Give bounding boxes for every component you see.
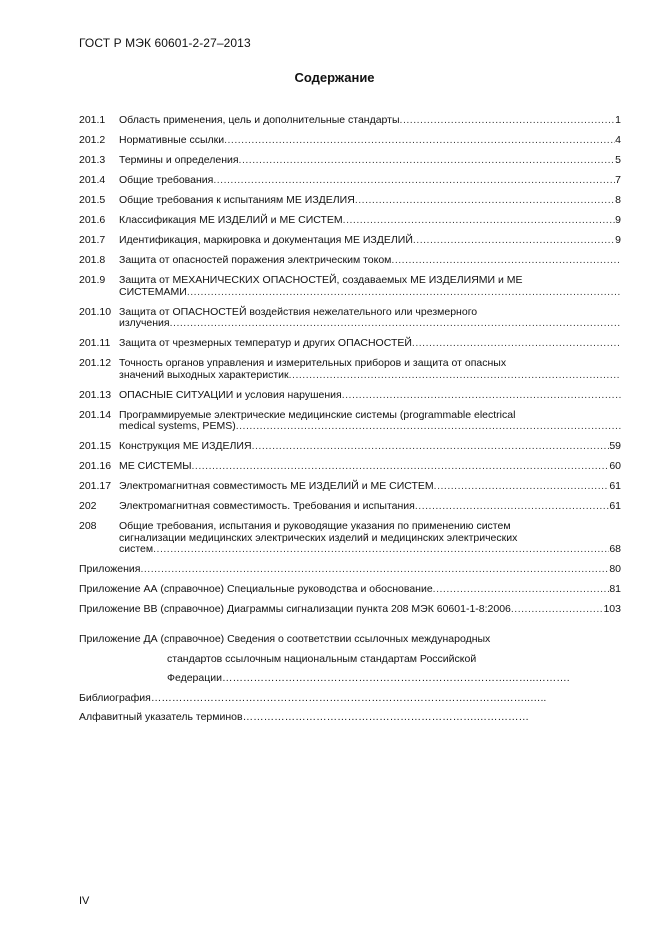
appendix-entry[interactable] [79, 584, 621, 596]
toc-entry-number: 208 [79, 520, 97, 532]
toc-entry-page: 1 [615, 114, 621, 126]
toc-entry[interactable] [79, 215, 621, 227]
toc-entry-number: 201.14 [79, 408, 112, 421]
appendix-da-line-3: Федерации……………………………………………………………………….……..………. [167, 672, 570, 684]
dot-leader [239, 155, 616, 167]
toc-entry-number: 201.9 [79, 274, 106, 286]
toc-entry-title: Электромагнитная совместимость. Требования и испытания [119, 500, 415, 512]
dot-leader [343, 215, 616, 227]
appendix-entry[interactable] [79, 604, 621, 616]
toc-entry-title: Нормативные ссылки [119, 134, 225, 146]
toc-entry[interactable] [79, 195, 621, 207]
dot-leader [289, 370, 621, 382]
page-number: IV [79, 895, 90, 907]
toc-entry[interactable] [79, 307, 621, 330]
toc-entry[interactable] [79, 390, 621, 402]
toc-entry-title: Идентификация, маркировка и документация МЕ ИЗДЕЛИЙ [119, 234, 413, 246]
toc-entry-page: 9 [615, 214, 621, 226]
toc-entry-page: 7 [615, 174, 621, 186]
toc-entry-title: Конструкция МЕ ИЗДЕЛИЯ [119, 440, 252, 452]
appendix-da-line-2: стандартов ссылочным национальным стандартам Российской [167, 652, 477, 665]
toc-entry-title: систем [119, 543, 154, 555]
toc-entry-page: 61 [609, 480, 621, 492]
dot-leader [400, 115, 616, 127]
toc-entry[interactable] [79, 481, 621, 493]
toc-entry-number: 201.10 [79, 305, 112, 318]
toc-entry-number: 201.16 [79, 460, 112, 472]
toc-entry[interactable] [79, 441, 621, 453]
dot-leader [236, 421, 621, 433]
toc-entry[interactable] [79, 255, 621, 267]
toc-entry-title: Общие требования к испытаниям МЕ ИЗДЕЛИЯ [119, 194, 355, 206]
dot-leader [415, 501, 609, 513]
toc-entry-number: 202 [79, 500, 97, 512]
appendix-title: Приложение АА (справочное) Специальные руководства и обоснование [79, 583, 433, 595]
toc-entry[interactable] [79, 461, 621, 473]
dot-leader [433, 584, 610, 596]
toc-entry-number: 201.17 [79, 480, 112, 492]
page-title: Содержание [294, 70, 375, 85]
dot-leader [412, 338, 621, 350]
toc-entry-title: medical systems, PEMS) [119, 420, 236, 432]
toc-entry-number: 201.4 [79, 174, 106, 186]
toc-entry-title: Электромагнитная совместимость МЕ ИЗДЕЛИЙ и МЕ СИСТЕМ [119, 480, 434, 492]
dot-leader [187, 287, 621, 299]
toc-entry-title-line: сигнализации медицинских электрических изделий и медицинских электрических [119, 531, 518, 544]
toc-entry-title: СИСТЕМАМИ [119, 285, 187, 298]
toc-entry-number: 201.5 [79, 194, 106, 206]
toc-entry-page: 68 [609, 543, 621, 555]
toc-entry[interactable] [79, 115, 621, 127]
dot-leader [213, 175, 615, 187]
toc-entry[interactable] [79, 521, 621, 556]
toc-entry-title: Общие требования [119, 174, 214, 186]
toc-entry-number: 201.11 [79, 337, 111, 349]
toc-entry-number: 201.7 [79, 234, 106, 246]
toc-entry-number: 201.2 [79, 134, 106, 146]
appendix-page: 81 [609, 583, 621, 595]
toc-entry[interactable] [79, 135, 621, 147]
appendix-page: 103 [603, 603, 621, 615]
toc-entry[interactable] [79, 410, 621, 433]
toc-entry-number: 201.15 [79, 440, 112, 452]
toc-entry-page: 4 [615, 134, 621, 146]
toc-entry[interactable] [79, 501, 621, 513]
appendix-entry[interactable] [79, 564, 621, 576]
toc-entry-page: 5 [615, 154, 621, 166]
toc-entry-title: значений выходных характеристик [119, 368, 289, 381]
dot-leader [434, 481, 610, 493]
toc-entry-title: излучения [119, 317, 170, 329]
toc-entry-title: ОПАСНЫЕ СИТУАЦИИ и условия нарушения [119, 388, 342, 401]
toc-entry-number: 201.1 [79, 114, 106, 126]
dot-leader [511, 604, 604, 616]
appendix-page: 80 [609, 563, 621, 575]
document-code: ГОСТ Р МЭК 60601-2-27–2013 [79, 36, 251, 50]
toc-entry-number: 201.3 [79, 154, 106, 166]
toc-entry-page: 8 [615, 194, 621, 206]
toc-entry-title-line: Защита от ОПАСНОСТЕЙ воздействия нежелательного или чрезмерного [119, 305, 478, 318]
dot-leader [252, 441, 610, 453]
toc-entry-page: 9 [615, 234, 621, 246]
term-index-entry[interactable]: Алфавитный указатель терминов………………………………………………………….…………… [79, 711, 529, 723]
toc-entry[interactable] [79, 235, 621, 247]
dot-leader [153, 544, 609, 556]
toc-entry-title: Область применения, цель и дополнительные стандарты [119, 114, 400, 126]
dot-leader [355, 195, 615, 207]
toc-entry-number: 201.12 [79, 357, 112, 369]
appendix-da [79, 634, 621, 732]
appendix-title: Приложение ВВ (справочное) Диаграммы сигнализации пункта 208 МЭК 60601-1-8:2006 [79, 603, 511, 615]
toc-entry-title-line: Программируемые электрические медицинские системы (programmable electrical [119, 408, 516, 421]
toc-entry-number: 201.13 [79, 388, 112, 401]
table-of-contents [79, 115, 621, 624]
toc-entry-title-line: Точность органов управления и измерительных приборов и защита от опасных [119, 357, 507, 369]
toc-entry[interactable] [79, 275, 621, 298]
dot-leader [342, 390, 621, 402]
dot-leader [224, 135, 615, 147]
toc-entry-page: 61 [609, 500, 621, 512]
toc-entry[interactable] [79, 175, 621, 187]
toc-entry-title: Термины и определения [119, 154, 239, 166]
toc-entry[interactable] [79, 338, 621, 350]
bibliography-entry[interactable]: Библиография……………………………………………………………………………….……….……..….. [79, 691, 547, 704]
toc-entry-page: 59 [609, 440, 621, 452]
dot-leader [140, 564, 609, 576]
dot-leader [413, 235, 615, 247]
toc-entry-title-line: Защита от МЕХАНИЧЕСКИХ ОПАСНОСТЕЙ, создаваемых МЕ ИЗДЕЛИЯМИ и МЕ [119, 274, 523, 286]
toc-entry-number: 201.6 [79, 214, 106, 226]
toc-entry-number: 201.8 [79, 254, 106, 266]
toc-entry-title: Классификация МЕ ИЗДЕЛИЙ и МЕ СИСТЕМ [119, 214, 343, 226]
toc-entry-title: МЕ СИСТЕМЫ [119, 460, 192, 472]
toc-entry-title: Защита от опасностей поражения электрическим током [119, 254, 392, 266]
toc-entry[interactable] [79, 155, 621, 167]
toc-entry-title-line: Общие требования, испытания и руководящие указания по применению систем [119, 520, 511, 532]
dot-leader [170, 318, 621, 330]
dot-leader [391, 255, 621, 267]
appendix-da-line-1: Приложение ДА (справочное) Сведения о соответствии ссылочных международных [79, 633, 491, 645]
toc-entry[interactable] [79, 358, 621, 381]
appendix-title: Приложения [79, 563, 141, 575]
dot-leader [192, 461, 610, 473]
toc-entry-title: Защита от чрезмерных температур и других ОПАСНОСТЕЙ [119, 337, 412, 349]
toc-entry-page: 60 [609, 460, 621, 472]
